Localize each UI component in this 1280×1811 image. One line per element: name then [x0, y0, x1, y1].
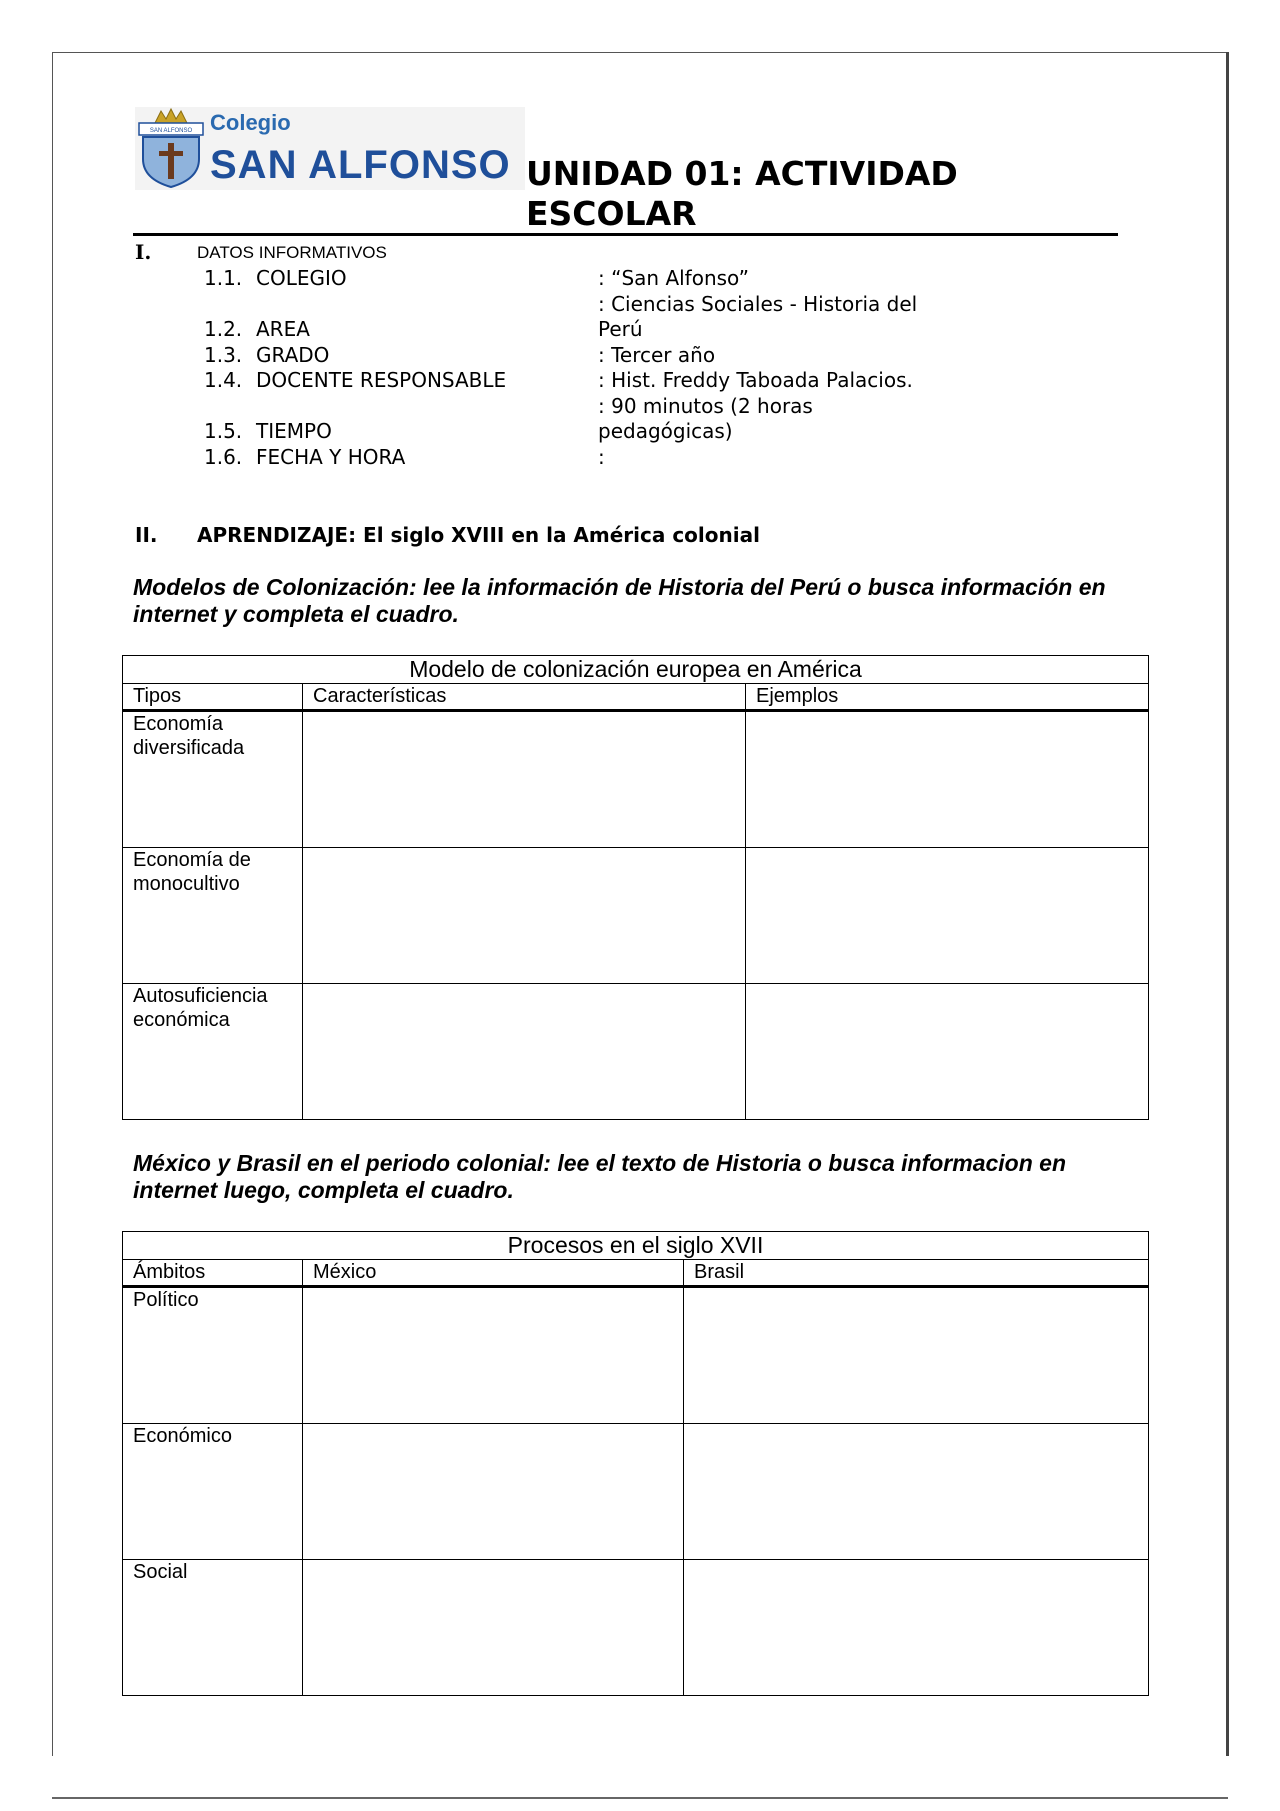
- info-label-tiempo: TIEMPO: [256, 419, 332, 443]
- table1-header-caracteristicas: Características: [303, 684, 746, 711]
- page-border-left: [52, 52, 53, 1756]
- info-num-grado: 1.3.: [204, 343, 243, 367]
- table1-row-label: [123, 711, 303, 848]
- row-label-line2: diversificada: [133, 737, 245, 759]
- info-label-fecha: FECHA Y HORA: [256, 445, 406, 469]
- info-value-docente: : Hist. Freddy Taboada Palacios.: [598, 368, 913, 392]
- info-num-docente: 1.4.: [204, 368, 243, 392]
- answer-cell[interactable]: [746, 711, 1149, 848]
- table1-caption: Modelo de colonización europea en América: [123, 656, 1149, 684]
- instruction-colonization: Modelos de Colonización: lee la información de Historia del Perú o busca información en internet y completa el cuadro.: [133, 574, 1106, 627]
- section1-title: DATOS INFORMATIVOS: [197, 243, 387, 262]
- info-value-grado: : Tercer año: [598, 343, 716, 367]
- row-label-line2: económica: [133, 1009, 230, 1031]
- table2-row-label: Social: [123, 1560, 303, 1696]
- table2-header-mexico: México: [303, 1260, 684, 1287]
- answer-cell[interactable]: [746, 984, 1149, 1120]
- table-row: [123, 1424, 1149, 1560]
- info-value-tiempo-line1: : 90 minutos (2 horas: [598, 394, 813, 418]
- section1-number: I.: [135, 240, 152, 264]
- table-row: [123, 1287, 1149, 1424]
- section2-heading: [135, 523, 760, 547]
- table1-header-tipos: Tipos: [123, 684, 303, 711]
- info-label-area: AREA: [256, 317, 310, 341]
- answer-cell[interactable]: [303, 711, 746, 848]
- info-value-area-line2: Perú: [598, 317, 643, 341]
- page-border-right: [1226, 52, 1229, 1756]
- title-underline: [133, 233, 1118, 236]
- table-row: [123, 848, 1149, 984]
- crest-icon: [135, 107, 207, 190]
- logo-text-colegio: Colegio: [210, 110, 291, 135]
- table1-row-label: [123, 848, 303, 984]
- page-footer-line: [52, 1797, 1228, 1799]
- table2-caption: Procesos en el siglo XVII: [123, 1232, 1149, 1260]
- instruction-mexico-brasil: México y Brasil en el periodo colonial: lee el texto de Historia o busca informacion en internet luego, completa el cuadro.: [133, 1150, 1067, 1203]
- info-num-area: 1.2.: [204, 317, 243, 341]
- table-row: [123, 984, 1149, 1120]
- page-border-top: [52, 52, 1228, 53]
- answer-cell[interactable]: [684, 1424, 1149, 1560]
- section2-title: APRENDIZAJE: El siglo XVIII en la América colonial: [197, 523, 760, 547]
- answer-cell[interactable]: [684, 1287, 1149, 1424]
- info-label-grado: GRADO: [256, 343, 330, 367]
- school-logo: [135, 107, 525, 190]
- logo-text-school: SAN ALFONSO: [210, 143, 511, 187]
- table2-header-ambitos: Ámbitos: [123, 1260, 303, 1287]
- answer-cell[interactable]: [303, 984, 746, 1120]
- answer-cell[interactable]: [303, 1287, 684, 1424]
- info-label-colegio: COLEGIO: [256, 266, 347, 290]
- info-num-fecha: 1.6.: [204, 445, 243, 469]
- table-colonization-models: [122, 655, 1149, 1120]
- answer-cell[interactable]: [684, 1560, 1149, 1696]
- table-row: [123, 1560, 1149, 1696]
- info-value-tiempo-line2: pedagógicas): [598, 419, 733, 443]
- table1-row-label: [123, 984, 303, 1120]
- row-label-line1: Autosuficiencia: [133, 985, 268, 1007]
- info-value-colegio: : “San Alfonso”: [598, 266, 749, 290]
- answer-cell[interactable]: [303, 1560, 684, 1696]
- info-label-docente: DOCENTE RESPONSABLE: [256, 368, 507, 392]
- answer-cell[interactable]: [303, 1424, 684, 1560]
- table-row: [123, 711, 1149, 848]
- row-label-line2: monocultivo: [133, 873, 240, 895]
- row-label-line1: Economía: [133, 713, 224, 735]
- page-title: UNIDAD 01: ACTIVIDAD ESCOLAR: [526, 154, 958, 233]
- info-num-tiempo: 1.5.: [204, 419, 243, 443]
- info-num-colegio: 1.1.: [204, 266, 243, 290]
- crest-banner-text: SAN ALFONSO: [149, 128, 193, 134]
- table2-row-label: Económico: [123, 1424, 303, 1560]
- info-value-area-line1: : Ciencias Sociales - Historia del: [598, 292, 918, 316]
- answer-cell[interactable]: [746, 848, 1149, 984]
- row-label-line1: Economía de: [133, 849, 251, 871]
- table2-header-brasil: Brasil: [684, 1260, 1149, 1287]
- table2-row-label: Político: [123, 1287, 303, 1424]
- table1-header-ejemplos: Ejemplos: [746, 684, 1149, 711]
- answer-cell[interactable]: [303, 848, 746, 984]
- section2-number: II.: [135, 523, 158, 547]
- table-mexico-brasil: [122, 1231, 1149, 1696]
- info-value-fecha: :: [598, 445, 605, 469]
